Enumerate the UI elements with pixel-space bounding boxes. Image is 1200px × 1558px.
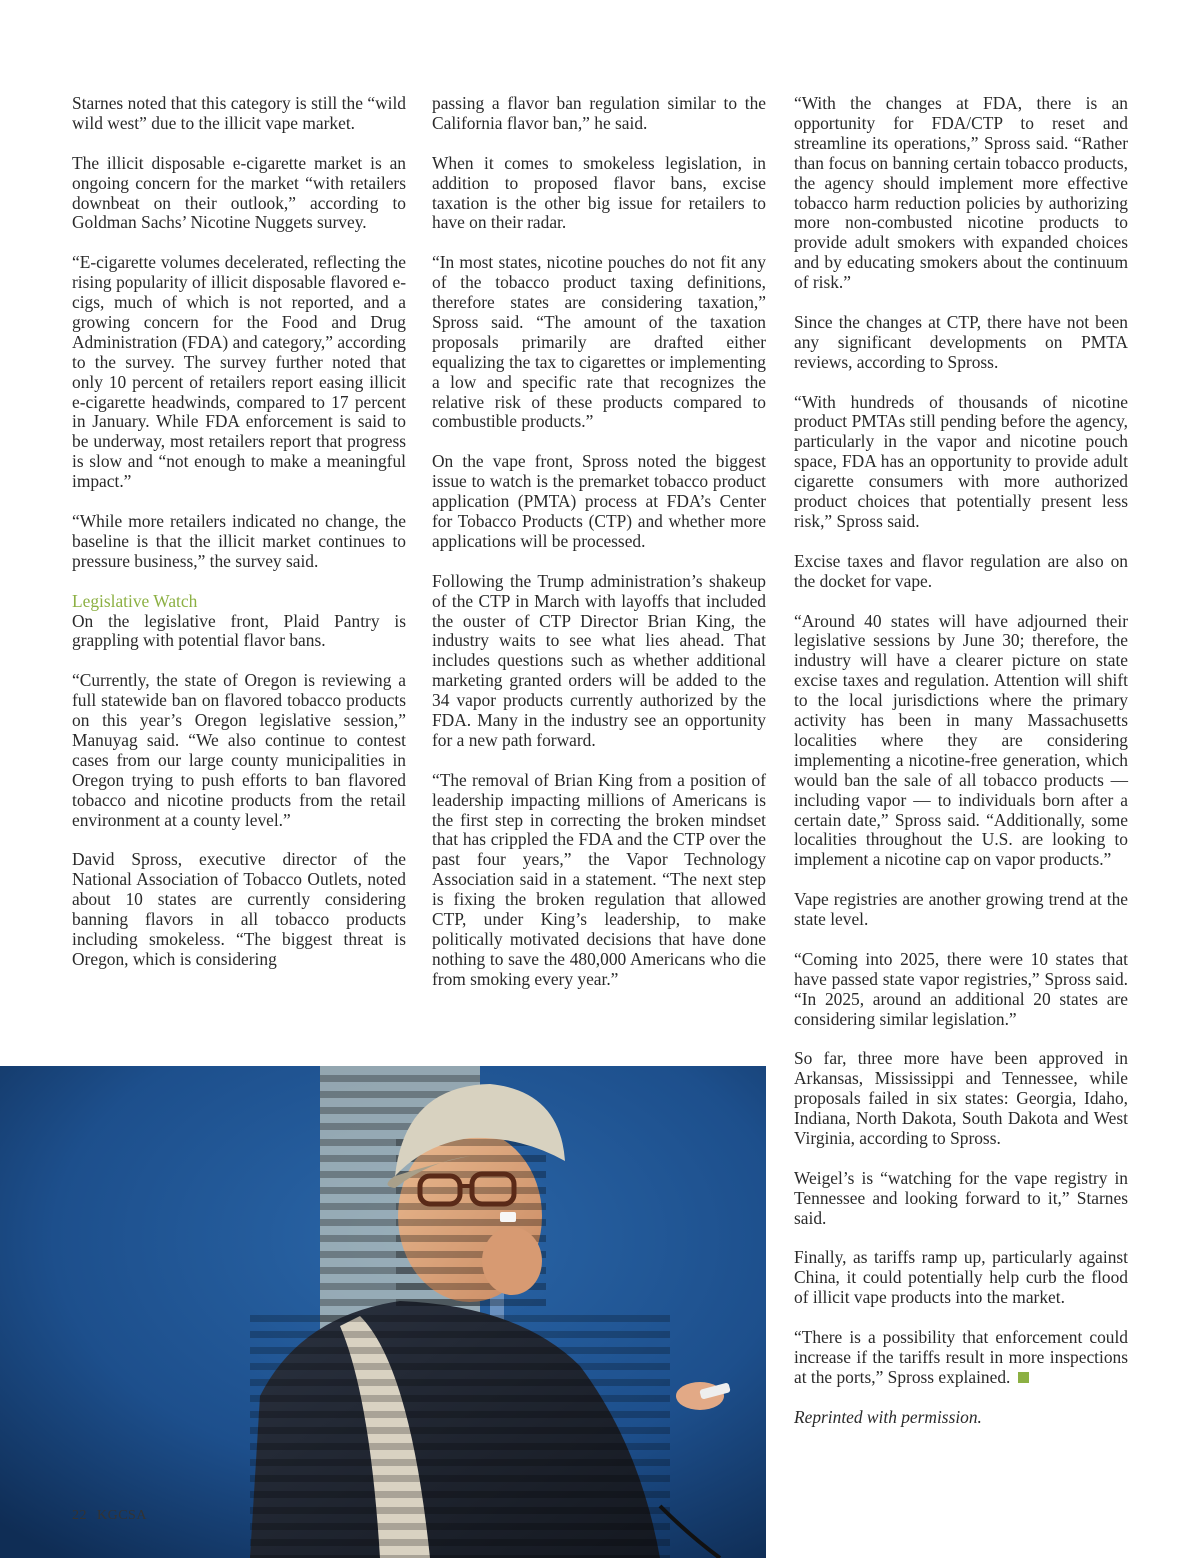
article-column-2 — [432, 94, 766, 1010]
photo-man-vaping-illustration — [0, 1066, 766, 1558]
paragraph: On the vape front, Spross noted the biggest issue to watch is the premarket tobacco product application (PMTA) process at FDA’s Center for Tobacco Products (CTP) and whether more applications will be processed. — [432, 451, 766, 551]
paragraph: The illicit disposable e-cigarette market is an ongoing concern for the market “with retailers downbeat on their outlook,” according to Goldman Sachs’ Nicotine Nuggets survey. — [72, 152, 406, 233]
paragraph: Following the Trump administration’s shakeup of the CTP in March with layoffs that included the ouster of CTP Director Brian King, the industry waits to see what lies ahead. That includes questions such as whether additional marketing granted orders will be added to the 34 vapor products currently authorized by the FDA. Many in the industry see an opportunity for a new path forward. — [432, 570, 766, 750]
paragraph: On the legislative front, Plaid Pantry is grappling with potential flavor bans. — [72, 610, 406, 651]
paragraph: “The removal of Brian King from a position of leadership impacting millions of Americans is the first step in correcting the broken mindset that has crippled the FDA and the CTP over the past four years,” the Vapor Technology Association said in a statement. “The next step is fixing the broken regulation that allowed CTP, under King’s leadership, to make politically motivated decisions that have done nothing to save the 480,000 Americans who die from smoking every year.” — [432, 769, 766, 989]
page-footer — [72, 1508, 147, 1524]
paragraph: “In most states, nicotine pouches do not fit any of the tobacco product taxing definitions, therefore states are considering taxation,” Spross said. “The amount of the taxation proposals primarily are drafted either equalizing the tax to cigarettes or implementing a low and specific rate that recognizes the relative risk of these products compared to combustible products.” — [432, 252, 766, 432]
paragraph: Since the changes at CTP, there have not been any significant developments on PMTA reviews, according to Spross. — [794, 311, 1128, 372]
paragraph-final-text: “There is a possibility that enforcement could increase if the tariffs result in more inspections at the ports,” Spross explained. — [794, 1327, 1128, 1387]
page-number: 22 — [72, 1508, 87, 1523]
paragraph: Weigel’s is “watching for the vape registry in Tennessee and looking forward to it,” Starnes said. — [794, 1167, 1128, 1228]
paragraph: “E-cigarette volumes decelerated, reflecting the rising popularity of illicit disposable flavored e-cigs, much of which is not reported, and a growing concern for the Food and Drug Administration (FDA) and category,” according to the survey. The survey further noted that only 10 percent of retailers report easing illicit e-cigarette headwinds, compared to 17 percent in January. While FDA enforcement is said to be underway, most retailers report that progress is slow and “not enough to make a meaningful impact.” — [72, 252, 406, 492]
paragraph: “With hundreds of thousands of nicotine product PMTAs still pending before the agency, particularly in the vapor and nicotine pouch space, FDA has an opportunity to provide adult cigarette consumers with more authorized product choices that potentially present less risk,” Spross said. — [794, 391, 1128, 531]
paragraph: Starnes noted that this category is still the “wild wild west” due to the illicit vape market. — [72, 93, 406, 133]
paragraph: “Currently, the state of Oregon is reviewing a full statewide ban on flavored tobacco products on this year’s Oregon legislative session,” Manuyag said. “We also continue to contest cases from our large county municipalities in Oregon trying to push efforts to ban flavored tobacco and nicotine products from the retail environment at a county level.” — [72, 670, 406, 830]
paragraph: passing a flavor ban regulation similar to the California flavor ban,” he said. — [432, 93, 766, 133]
paragraph: Finally, as tariffs ramp up, particularly against China, it could potentially help curb the flood of illicit vape products into the market. — [794, 1247, 1128, 1308]
article-column-3 — [794, 94, 1128, 1447]
paragraph: When it comes to smokeless legislation, in addition to proposed flavor bans, excise taxation is the other big issue for retailers to have on their radar. — [432, 152, 766, 233]
article-column-1 — [72, 94, 406, 990]
paragraph: “With the changes at FDA, there is an opportunity for FDA/CTP to reset and streamline its operations,” Spross said. “Rather than focus on banning certain tobacco products, the agency should implement more effective tobacco harm reduction policies by authorizing more non-combusted nicotine products to provide adult smokers with expanded choices and by educating smokers about the continuum of risk.” — [794, 93, 1128, 293]
paragraph: “Around 40 states will have adjourned their legislative sessions by June 30; therefore, the industry will have a clearer picture on state excise taxes and regulation. Attention will shift to the local jurisdictions where the primary activity has been in many Massachusetts localities where they are considering implementing a nicotine-free generation, which would ban the sale of all tobacco products — including vapor — to individuals born after a certain date,” Spross said. “Additionally, some localities throughout the U.S. are looking to implement a nicotine cap on vapor products.” — [794, 610, 1128, 870]
paragraph: Vape registries are another growing trend at the state level. — [794, 889, 1128, 930]
paragraph: So far, three more have been approved in Arkansas, Mississippi and Tennessee, while proposals failed in six states: Georgia, Idaho, Indiana, North Dakota, South Dakota and West Virginia, according to Spross. — [794, 1048, 1128, 1149]
paragraph-final — [794, 1328, 1128, 1388]
end-of-article-square-icon — [1018, 1372, 1029, 1383]
publication-name: KGCSA — [97, 1508, 147, 1523]
paragraph: “While more retailers indicated no change, the baseline is that the illicit market continues to pressure business,” the survey said. — [72, 510, 406, 571]
article-photo — [0, 1066, 766, 1558]
paragraph: Excise taxes and flavor regulation are also on the docket for vape. — [794, 550, 1128, 591]
paragraph: David Spross, executive director of the National Association of Tobacco Outlets, noted about 10 states are currently considering banning flavors in all tobacco products including smokeless. “The biggest threat is Oregon, which is considering — [72, 849, 406, 969]
paragraph: “Coming into 2025, there were 10 states that have passed state vapor registries,” Spross said. “In 2025, around an additional 20 states are considering similar legislation.” — [794, 948, 1128, 1029]
reprint-credit: Reprinted with permission. — [794, 1406, 982, 1427]
section-subhead: Legislative Watch — [72, 590, 198, 611]
